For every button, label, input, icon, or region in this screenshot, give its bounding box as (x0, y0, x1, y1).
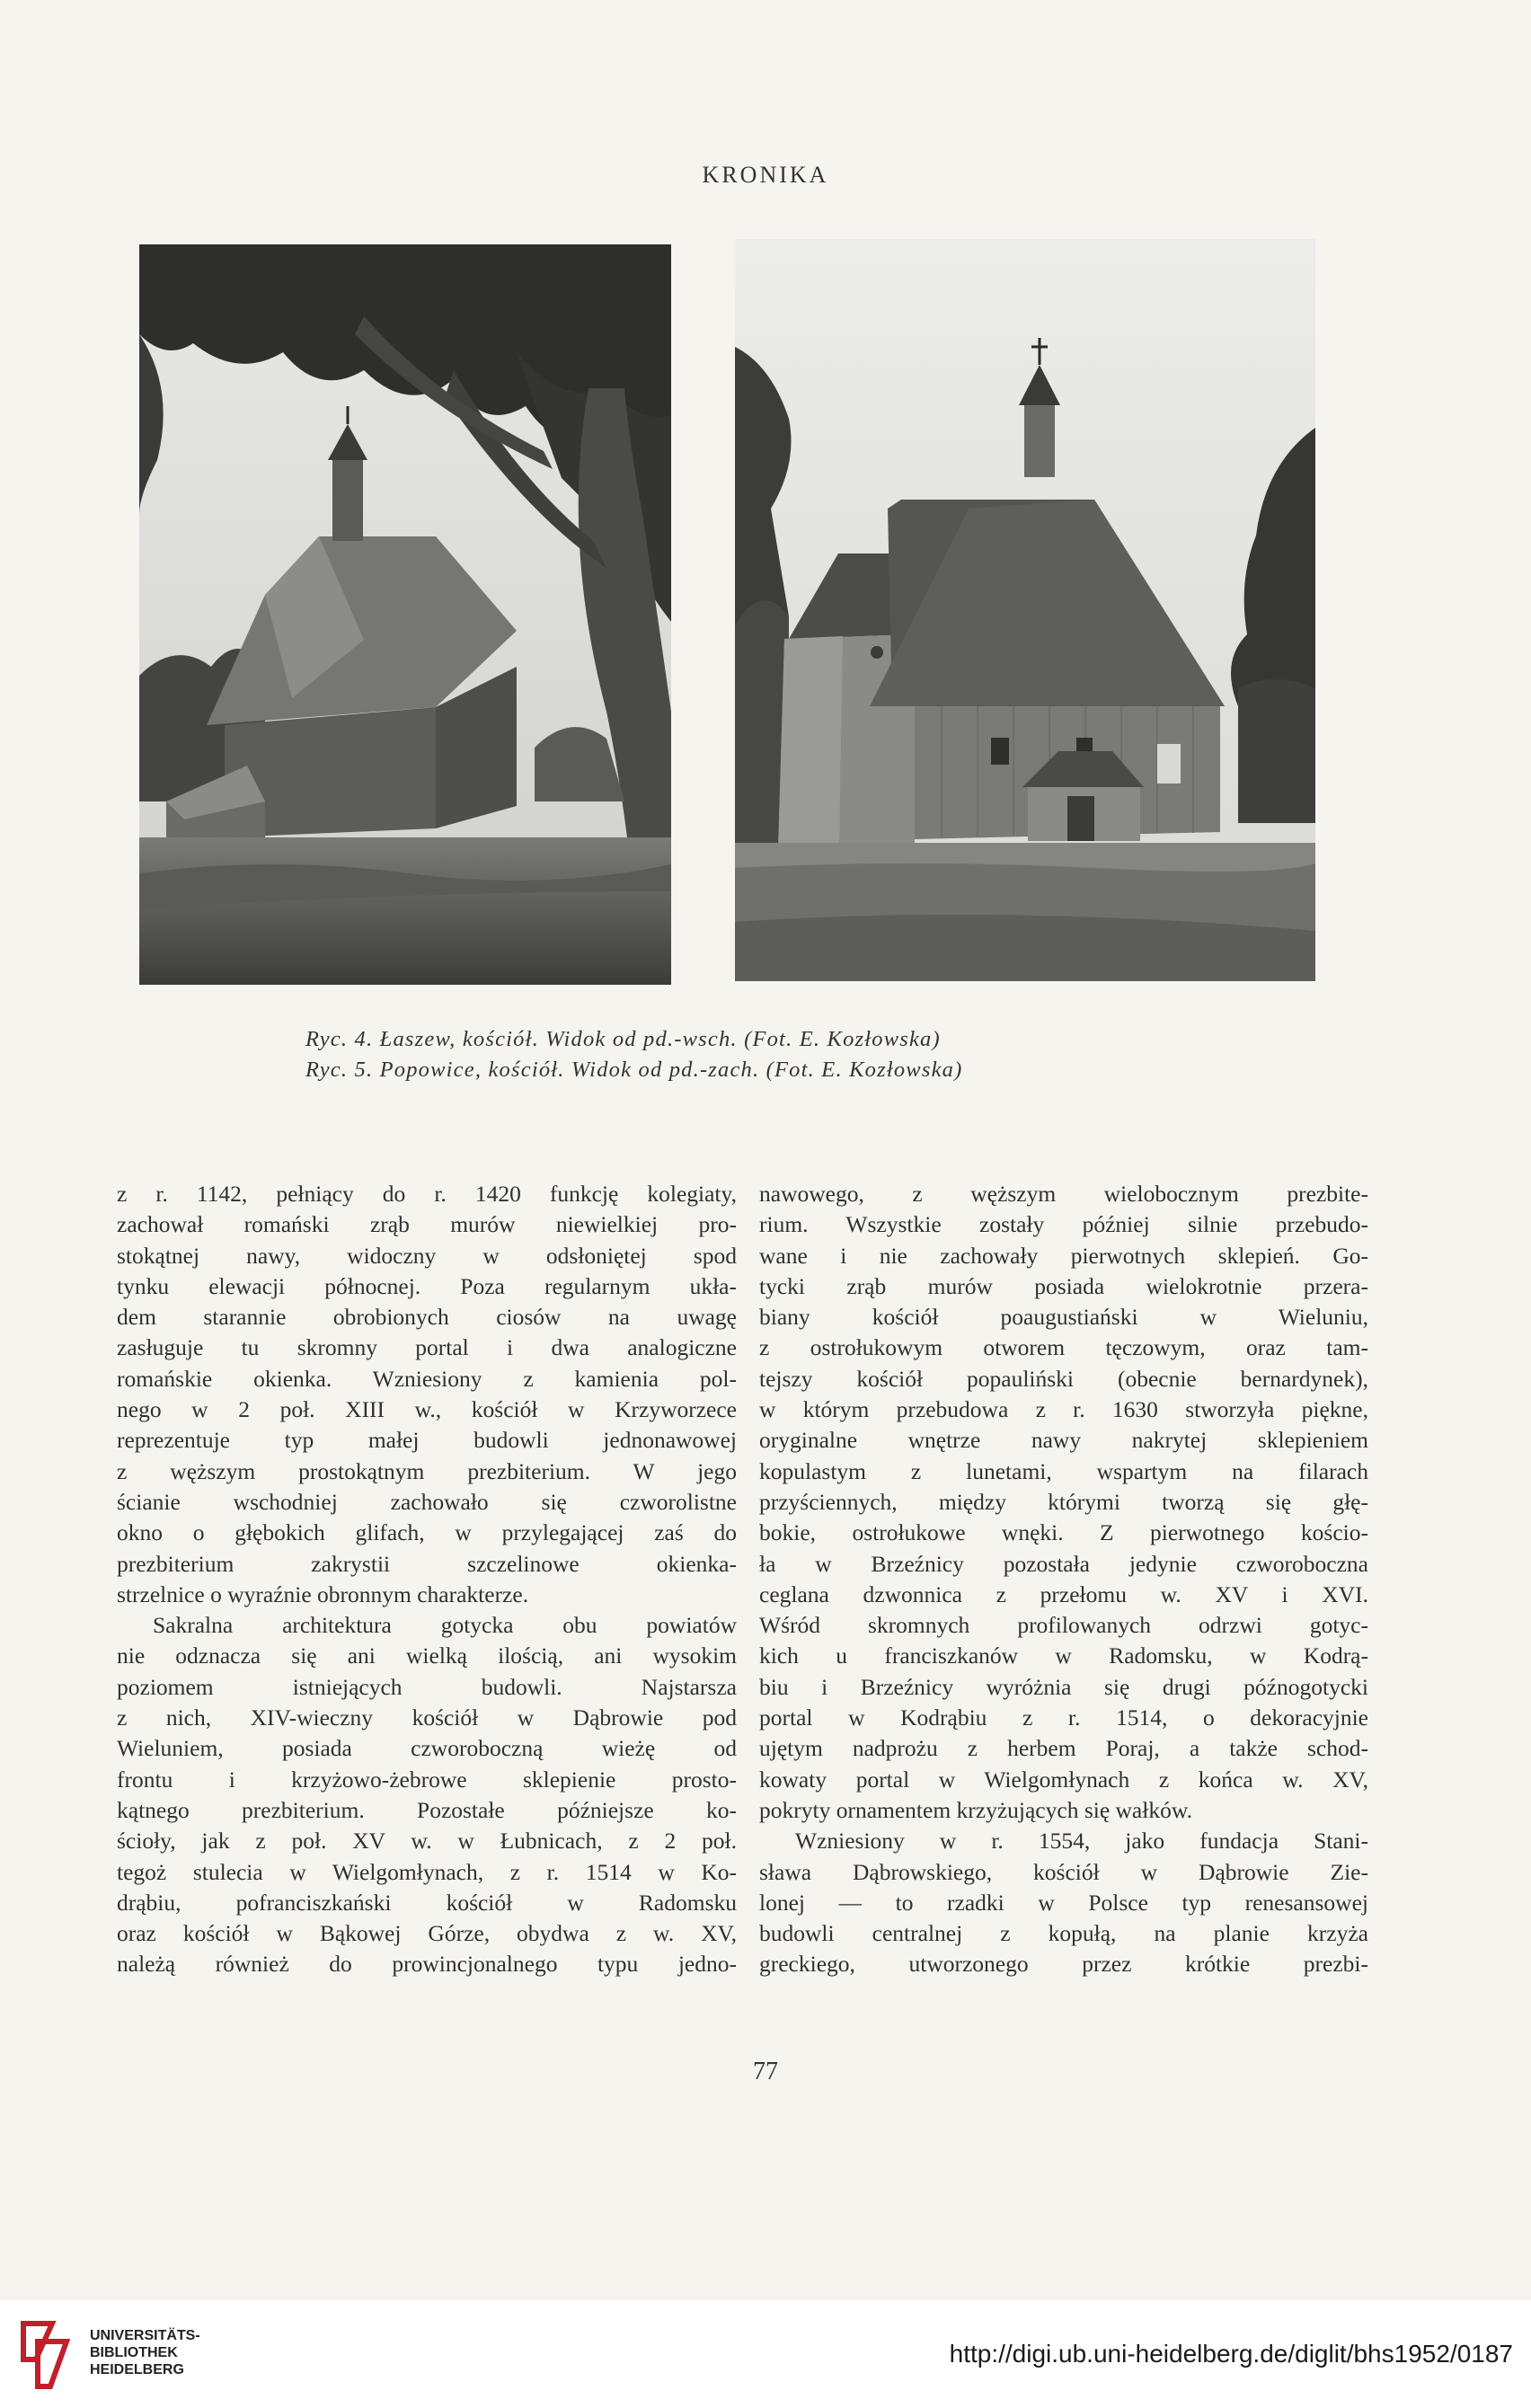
text-line: zasługuje tu skromny portal i dwa analogiczne (117, 1334, 737, 1361)
text-line: frontu i krzyżowo-żebrowe sklepienie prosto- (117, 1766, 737, 1793)
text-column-left (117, 1179, 737, 1980)
photo-laszew-church (139, 244, 671, 985)
text-line: ła w Brzeźnicy pozostała jedynie czworoboczna (759, 1550, 1368, 1577)
text-line: ścianie wschodniej zachowało się czworolistne (117, 1488, 737, 1515)
text-line: portal w Kodrąbiu z r. 1514, o dekoracyjnie (759, 1704, 1368, 1731)
source-url-link[interactable]: http://digi.ub.uni-heidelberg.de/diglit/bhs1952/0187 (949, 2340, 1513, 2368)
text-line: Wieluniem, posiada czworoboczną wieżę od (117, 1735, 737, 1762)
text-line: Wśród skromnych profilowanych odrzwi gotyc- (759, 1612, 1368, 1639)
text-line: dem starannie obrobionych ciosów na uwagę (117, 1304, 737, 1331)
text-line: biany kościół poaugustiański w Wieluniu, (759, 1304, 1368, 1331)
university-library-logo-icon (16, 2315, 79, 2395)
text-line: reprezentuje typ małej budowli jednonawowej (117, 1427, 737, 1454)
text-line: sława Dąbrowskiego, kościół w Dąbrowie Zie- (759, 1858, 1368, 1885)
text-line: przyściennych, między którymi tworzą się głę- (759, 1488, 1368, 1515)
library-name-line: BIBLIOTHEK (90, 2345, 178, 2360)
text-line: z ostrołukowym otworem tęczowym, oraz tam- (759, 1334, 1368, 1361)
text-line: lonej — to rzadki w Polsce typ renesansowej (759, 1889, 1368, 1916)
text-line: rium. Wszystkie zostały później silnie przebudo- (759, 1211, 1368, 1238)
caption-fig-4: Ryc. 4. Łaszew, kościół. Widok od pd.-wsch. (Fot. E. Kozłowska) (305, 1027, 941, 1051)
caption-fig-5: Ryc. 5. Popowice, kościół. Widok od pd.-zach. (Fot. E. Kozłowska) (305, 1058, 963, 1082)
text-line: tycki zrąb murów posiada wielokrotnie przera- (759, 1272, 1368, 1299)
text-line: stokątnej nawy, widoczny w odsłoniętej spod (117, 1242, 737, 1269)
text-line: należą również do prowincjonalnego typu jedno- (117, 1951, 737, 1978)
text-line: romańskie okienka. Wzniesiony z kamienia pol- (117, 1365, 737, 1392)
text-line: poziomem istniejących budowli. Najstarsza (117, 1673, 737, 1700)
text-line: nie odznacza się ani wielką ilością, ani wysokim (117, 1642, 737, 1669)
text-line: ceglana dzwonnica z przełomu w. XV i XVI. (759, 1580, 1368, 1607)
text-line: bokie, ostrołukowe wnęki. Z pierwotnego kościo- (759, 1519, 1368, 1546)
text-line: z nich, XIV-wieczny kościół w Dąbrowie pod (117, 1704, 737, 1731)
text-line: tynku elewacji północnej. Poza regularnym ukła- (117, 1272, 737, 1299)
text-line: kowaty portal w Wielgomłynach z końca w. XV, (759, 1766, 1368, 1793)
text-line: budowli centralnej z kopułą, na planie krzyża (759, 1920, 1368, 1947)
library-name-line: UNIVERSITÄTS- (90, 2328, 200, 2343)
text-line: biu i Brzeźnicy wyróżnia się drugi późnogotycki (759, 1673, 1368, 1700)
text-line: Sakralna architektura gotycka obu powiatów (153, 1612, 737, 1639)
laszew-church-image (139, 244, 671, 985)
text-line: strzelnice o wyraźnie obronnym charakterze. (117, 1580, 529, 1607)
running-head: KRONIKA (702, 162, 829, 188)
text-line: drąbiu, pofranciszkański kościół w Radomsku (117, 1889, 737, 1916)
library-name (90, 2327, 200, 2378)
text-line: tejszy kościół popauliński (obecnie bernardynek), (759, 1365, 1368, 1392)
popowice-church-image (735, 239, 1315, 981)
text-line: zachował romański zrąb murów niewielkiej pro- (117, 1211, 737, 1238)
text-line: greckiego, utworzonego przez krótkie prezbi- (759, 1951, 1368, 1978)
text-line: kątnego prezbiterium. Pozostałe późniejsze ko- (117, 1796, 737, 1823)
text-line: w którym przebudowa z r. 1630 stworzyła piękne, (759, 1396, 1368, 1423)
text-line: Wzniesiony w r. 1554, jako fundacja Stani- (795, 1828, 1368, 1855)
text-line: kopulastym z lunetami, wspartym na filarach (759, 1457, 1368, 1484)
text-line: nego w 2 poł. XIII w., kościół w Krzyworzece (117, 1396, 737, 1423)
text-line: wane i nie zachowały pierwotnych sklepień. Go- (759, 1242, 1368, 1269)
text-line: oryginalne wnętrze nawy nakrytej sklepieniem (759, 1427, 1368, 1454)
text-line: z r. 1142, pełniący do r. 1420 funkcję kolegiaty, (117, 1181, 737, 1207)
text-line: z węższym prostokątnym prezbiterium. W jego (117, 1457, 737, 1484)
text-line: okno o głębokich glifach, w przylegającej zaś do (117, 1519, 737, 1546)
library-name-line: HEIDELBERG (90, 2362, 184, 2377)
photo-popowice-church (735, 239, 1315, 981)
page-number: 77 (753, 2058, 778, 2085)
text-line: oraz kościół w Bąkowej Górze, obydwa z w. XV, (117, 1920, 737, 1947)
text-line: kich u franciszkanów w Radomsku, w Kodrą- (759, 1642, 1368, 1669)
text-line: nawowego, z węższym wielobocznym prezbite- (759, 1181, 1368, 1207)
digitization-footer (0, 2300, 1531, 2408)
text-line: pokryty ornamentem krzyżujących się wałków. (759, 1796, 1192, 1823)
text-line: ścioły, jak z poł. XV w. w Łubnicach, z 2 poł. (117, 1828, 737, 1855)
text-line: prezbiterium zakrystii szczelinowe okienka- (117, 1550, 737, 1577)
text-line: tegoż stulecia w Wielgomłynach, z r. 1514 w Ko- (117, 1858, 737, 1885)
text-column-right (759, 1179, 1368, 1980)
text-line: ujętym nadprożu z herbem Poraj, a także schod- (759, 1735, 1368, 1762)
figure-captions (305, 1024, 1294, 1085)
